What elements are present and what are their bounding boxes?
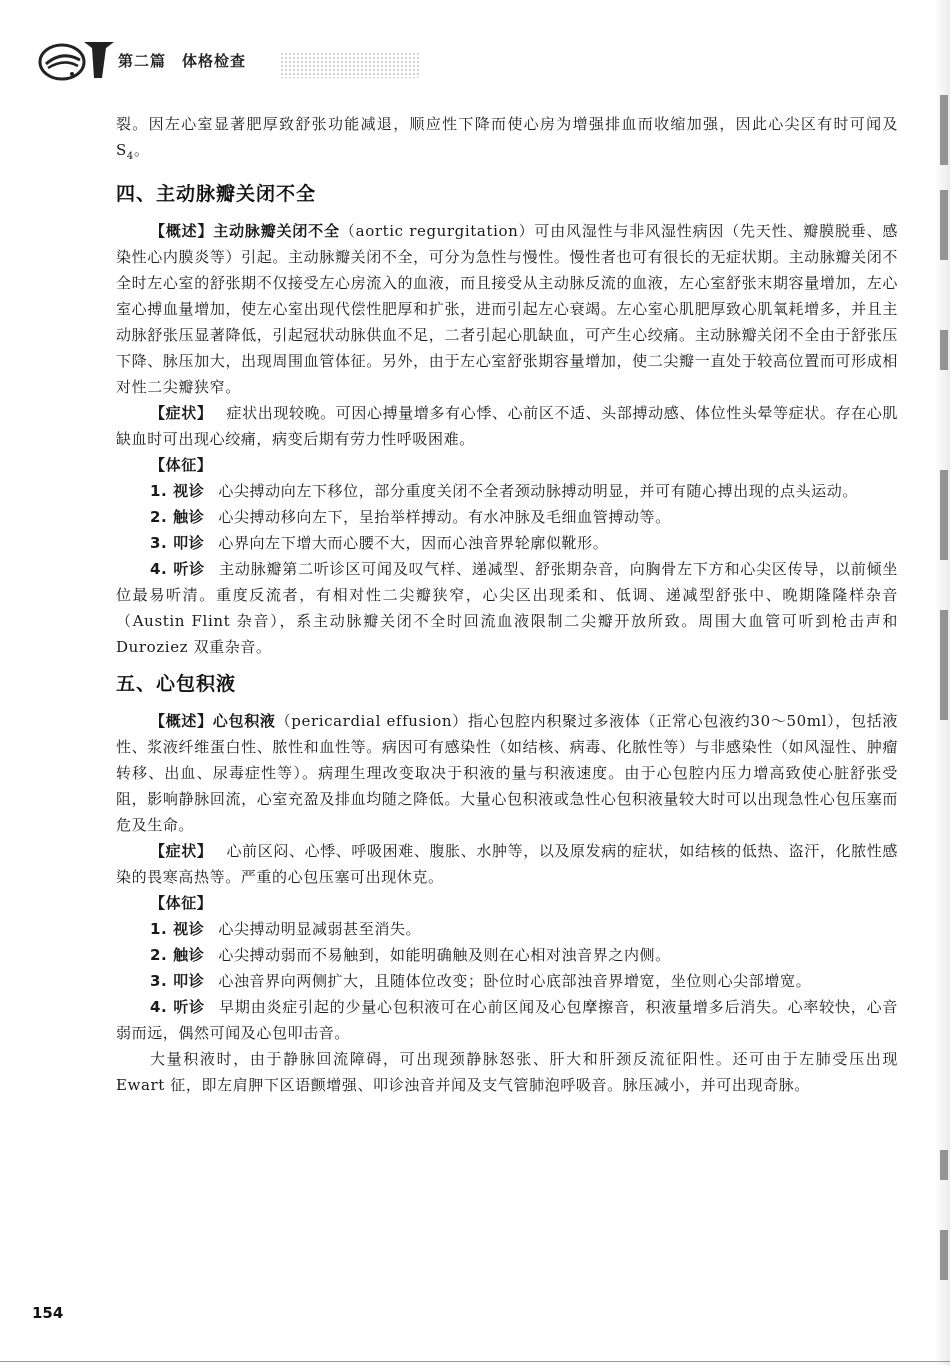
scan-mark <box>940 1230 948 1280</box>
intro-paragraph <box>116 111 898 170</box>
sign-item <box>116 556 898 660</box>
intro-subscript: 4 <box>126 151 134 162</box>
scan-mark <box>940 330 948 370</box>
scan-mark <box>940 190 948 260</box>
section4-overview <box>116 218 898 400</box>
section5-heading: 五、心包积液 <box>116 673 237 695</box>
section4-signs-tag <box>116 452 898 478</box>
sign-label: 2. 触诊 <box>150 946 205 964</box>
sign-text: 心尖搏动向左下移位，部分重度关闭不全者颈动脉搏动明显，并可有随心搏出现的点头运动。 <box>218 482 858 500</box>
sign-text: 主动脉瓣第二听诊区可闻及叹气样、递减型、舒张期杂音，向胸骨左下方和心尖区传导，以前倾坐位最易听清。重度反流者，有相对性二尖瓣狭窄，心尖区出现柔和、低调、递减型舒张中、晚期隆隆样杂音（Austin Flint 杂音），系主动脉瓣关闭不全时回流血液限制二尖瓣开放所致。周围大血管可听到枪击声和 Duroziez 双重杂音。 <box>116 560 898 656</box>
section4-symptoms <box>116 400 898 452</box>
header-dot-pattern <box>280 52 420 78</box>
section5-symptoms <box>116 838 898 890</box>
closing-paragraph: 大量积液时，由于静脉回流障碍，可出现颈静脉怒张、肝大和肝颈反流征阳性。还可由于左肺受压出现 Ewart 征，即左肩胛下区语颤增强、叩诊浊音并闻及支气管肺泡呼吸音。脉压减小，并可出现奇脉。 <box>116 1050 898 1094</box>
sign-label: 1. 视诊 <box>150 920 205 938</box>
page-content <box>116 111 898 1098</box>
overview-text: （aortic regurgitation）可由风湿性与非风湿性病因（先天性、瓣膜脱垂、感染性心内膜炎等）引起。主动脉瓣关闭不全，可分为急性与慢性。慢性者也可有很长的无症状期。主动脉瓣关闭不全时左心室的舒张期不仅接受左心房流入的血液，而且接受从主动脉反流的血液，左心室舒张末期容量增加，左心室心搏血量增加，使左心室出现代偿性肥厚和扩张，进而引起左心衰竭。左心室心肌肥厚致心肌氧耗增多，并且主动脉舒张压显著降低，引起冠状动脉供血不足，二者引起心肌缺血，可产生心绞痛。主动脉瓣关闭不全由于舒张压下降、脉压加大，出现周围血管体征。另外，由于左心室舒张期容量增加，使二尖瓣一直处于较高位置而可形成相对性二尖瓣狭窄。 <box>116 222 898 396</box>
overview-text: （pericardial effusion）指心包腔内积聚过多液体（正常心包液约30～50ml），包括液性、浆液纤维蛋白性、脓性和血性等。病因可有感染性（如结核、病毒、化脓性等）与非感染性（如风湿性、肿瘤转移、出血、尿毒症性等）。病理生理改变取决于积液的量与积液速度。由于心包腔内压力增高致使心脏舒张受阻，影响静脉回流，心室充盈及排血均随之降低。大量心包积液或急性心包积液量较大时可以出现急性心包压塞而危及生命。 <box>116 712 899 834</box>
sign-item <box>116 942 898 968</box>
sign-item <box>116 968 898 994</box>
sign-label: 4. 听诊 <box>150 998 205 1016</box>
sign-label: 1. 视诊 <box>150 482 205 500</box>
intro-text-end: 。 <box>133 141 150 159</box>
sign-label: 4. 听诊 <box>150 560 205 578</box>
scan-mark <box>940 470 948 560</box>
overview-term: 心包积液 <box>212 712 276 730</box>
symptom-text: 症状出现较晚。可因心搏量增多有心悸、心前区不适、头部搏动感、体位性头晕等症状。存在心肌缺血时可出现心绞痛，病变后期有劳力性呼吸困难。 <box>116 404 898 448</box>
sign-text: 心界向左下增大而心腰不大，因而心浊音界轮廓似靴形。 <box>218 534 609 552</box>
overview-tag: 【概述】 <box>150 712 213 730</box>
sign-label: 3. 叩诊 <box>150 534 205 552</box>
sign-label: 2. 触诊 <box>150 508 205 526</box>
signs-tag: 【体征】 <box>150 894 213 912</box>
section5-signs-tag <box>116 890 898 916</box>
page-header <box>30 32 910 92</box>
sign-item <box>116 530 898 556</box>
overview-tag: 【概述】 <box>150 222 214 240</box>
signs-tag: 【体征】 <box>150 456 213 474</box>
page-bottom-rule <box>0 1361 950 1362</box>
sign-text: 早期由炎症引起的少量心包积液可在心前区闻及心包摩擦音，积液量增多后消失。心率较快，心音弱而远，偶然可闻及心包叩击音。 <box>116 998 898 1042</box>
sign-text: 心浊音界向两侧扩大，且随体位改变；卧位时心底部浊音界增宽，坐位则心尖部增宽。 <box>218 972 812 990</box>
sign-item <box>116 504 898 530</box>
section4-heading: 四、主动脉瓣关闭不全 <box>116 183 317 205</box>
book-logo-icon <box>36 38 116 84</box>
symptom-text: 心前区闷、心悸、呼吸困难、腹胀、水肿等，以及原发病的症状，如结核的低热、盗汗，化脓性感染的畏寒高热等。严重的心包压塞可出现休克。 <box>116 842 898 886</box>
sign-text: 心尖搏动弱而不易触到，如能明确触及则在心相对浊音界之内侧。 <box>218 946 671 964</box>
scan-mark <box>940 610 948 720</box>
header-title: 第二篇 体格检查 <box>118 52 247 70</box>
symptom-tag: 【症状】 <box>150 842 213 860</box>
sign-item <box>116 478 898 504</box>
sign-item <box>116 916 898 942</box>
sign-text: 心尖搏动移向左下，呈抬举样搏动。有水冲脉及毛细血管搏动等。 <box>218 508 671 526</box>
scan-mark <box>940 95 948 165</box>
sign-text: 心尖搏动明显减弱甚至消失。 <box>218 920 422 938</box>
scan-mark <box>940 1150 948 1180</box>
intro-text: 裂。因左心室显著肥厚致舒张功能减退，顺应性下降而使心房为增强排血而收缩加强，因此心尖区有时可闻及 S <box>116 115 898 159</box>
page-number: 154 <box>32 1304 64 1322</box>
symptom-tag: 【症状】 <box>150 404 213 422</box>
overview-term: 主动脉瓣关闭不全 <box>213 222 340 240</box>
sign-item <box>116 994 898 1046</box>
section5-overview <box>116 708 898 838</box>
sign-label: 3. 叩诊 <box>150 972 205 990</box>
